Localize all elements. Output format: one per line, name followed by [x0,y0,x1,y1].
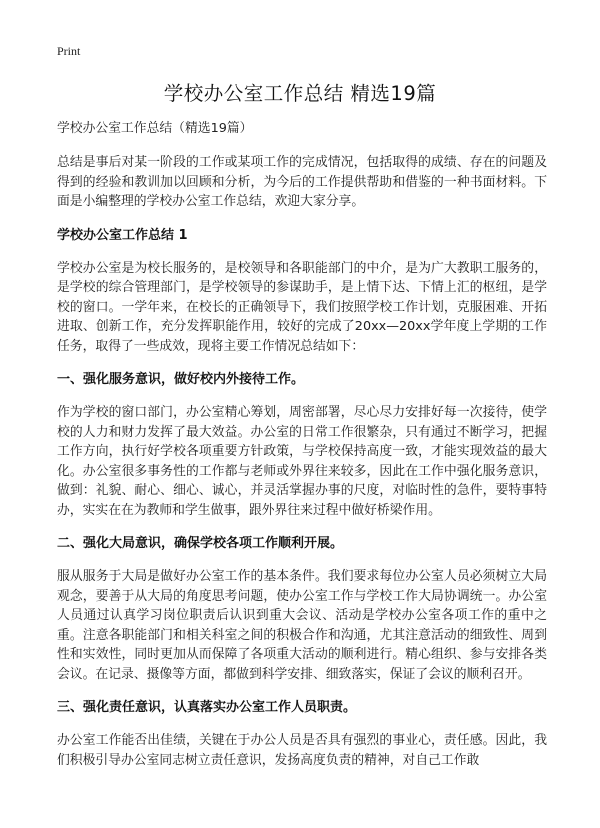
part-3-paragraph: 办公室工作能否出佳绩，关键在于办公人员是否具有强烈的事业心，责任感。因此，我们积极引导办公室同志树立责任意识，发扬高度负责的精神，对自己工作敢 [57,733,547,768]
section-1-paragraph: 学校办公室是为校长服务的，是校领导和各职能部门的中介，是为广大教职工服务的，是学校的综合管理部门，是学校领导的参谋助手，是上情下达、下情上汇的枢纽，是学校的窗口。一学年来，在校长的正确领导下，我们按照学校工作计划，克服困难、开拓进取、创新工作，充分发挥职能作用，较好的完成了20xx—20xx学年度上学期的工作任务，取得了一些成效，现将主要工作情况总结如下： [57,260,547,354]
document-subtitle: 学校办公室工作总结（精选19篇） [57,121,253,136]
part-3-heading: 三、强化责任意识，认真落实办公室工作人员职责。 [57,700,357,715]
page-title: 学校办公室工作总结 精选19篇 [163,82,437,105]
part-1-heading: 一、强化服务意识，做好校内外接待工作。 [57,372,305,387]
part-1-paragraph: 作为学校的窗口部门，办公室精心筹划，周密部署，尽心尽力安排好每一次接待，使学校的人力和财力发挥了最大效益。办公室的日常工作很繁杂，只有通过不断学习，把握工作方向，执行好学校各项重要方针政策，与学校保持高度一致，才能实现效益的最大化。办公室很多事务性的工作都与老师或外界往来较多，因此在工作中强化服务意识，做到：礼貌、耐心、细心、诚心，并灵活掌握办事的尺度，对临时性的急件，要特事特办，实实在在为教师和学生做事，跟外界往来过程中做好桥梁作用。 [57,405,547,518]
section-1-heading: 学校办公室工作总结 1 [57,227,188,243]
part-2-heading: 二、强化大局意识，确保学校各项工作顺利开展。 [57,536,344,551]
print-link[interactable]: Print [57,44,81,58]
intro-paragraph: 总结是事后对某一阶段的工作或某项工作的完成情况，包括取得的成绩、存在的问题及得到的经验和教训加以回顾和分析，为今后的工作提供帮助和借鉴的一种书面材料。下面是小编整理的学校办公室工作总结，欢迎大家分享。 [57,155,547,209]
part-2-paragraph: 服从服务于大局是做好办公室工作的基本条件。我们要求每位办公室人员必须树立大局观念，要善于从大局的角度思考问题，使办公室工作与学校工作大局协调统一。办公室人员通过认真学习岗位职责后认识到重大会议、活动是学校办公室各项工作的重中之重。注意各职能部门和相关科室之间的积极合作和沟通，尤其注意活动的细致性、周到性和实效性，同时更加从而保障了各项重大活动的顺利进行。精心组织、参与安排各类会议。在记录、摄像等方面，都做到科学安排、细致落实，保证了会议的顺利召开。 [57,569,547,682]
document-body [57,120,547,784]
